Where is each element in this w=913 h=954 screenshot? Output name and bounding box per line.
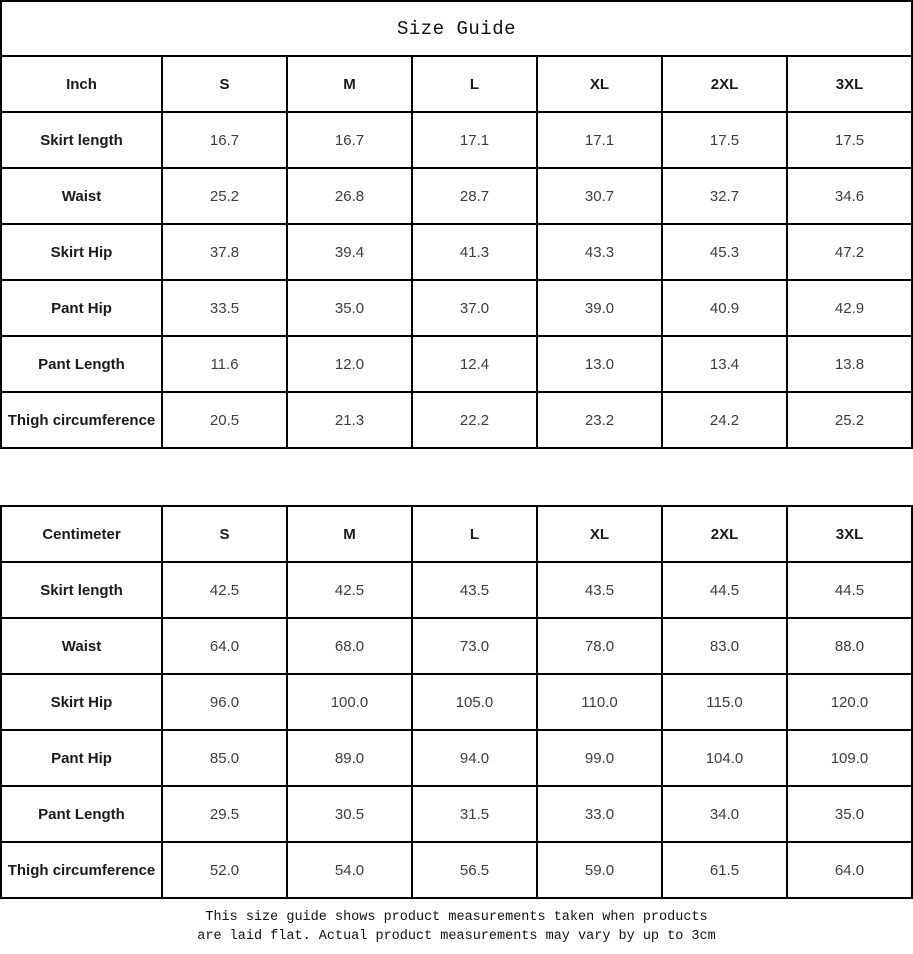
measurement-value-cell: 85.0 xyxy=(162,730,287,786)
size-column-header: XL xyxy=(537,56,662,112)
measurement-value-cell: 30.7 xyxy=(537,168,662,224)
measurement-value-cell: 45.3 xyxy=(662,224,787,280)
measurement-value-cell: 40.9 xyxy=(662,280,787,336)
page-title: Size Guide xyxy=(0,0,913,57)
measurement-label-cell: Skirt length xyxy=(1,562,162,618)
table-gap xyxy=(0,449,913,505)
table-row xyxy=(1,280,912,336)
measurement-value-cell: 43.5 xyxy=(537,562,662,618)
measurement-value-cell: 43.5 xyxy=(412,562,537,618)
measurement-value-cell: 28.7 xyxy=(412,168,537,224)
measurement-label-cell: Waist xyxy=(1,168,162,224)
measurement-value-cell: 24.2 xyxy=(662,392,787,448)
measurement-value-cell: 96.0 xyxy=(162,674,287,730)
measurement-value-cell: 35.0 xyxy=(287,280,412,336)
size-column-header: S xyxy=(162,56,287,112)
size-column-header: 3XL xyxy=(787,56,912,112)
measurement-value-cell: 64.0 xyxy=(162,618,287,674)
measurement-value-cell: 13.8 xyxy=(787,336,912,392)
table-row xyxy=(1,392,912,448)
measurement-value-cell: 42.9 xyxy=(787,280,912,336)
measurement-value-cell: 105.0 xyxy=(412,674,537,730)
measurement-value-cell: 34.6 xyxy=(787,168,912,224)
size-column-header: 2XL xyxy=(662,56,787,112)
measurement-label-cell: Pant Length xyxy=(1,786,162,842)
measurement-value-cell: 17.1 xyxy=(537,112,662,168)
size-column-header: L xyxy=(412,506,537,562)
measurement-value-cell: 16.7 xyxy=(287,112,412,168)
size-column-header: XL xyxy=(537,506,662,562)
measurement-value-cell: 13.4 xyxy=(662,336,787,392)
unit-header-cell: Inch xyxy=(1,56,162,112)
measurement-value-cell: 115.0 xyxy=(662,674,787,730)
measurement-value-cell: 120.0 xyxy=(787,674,912,730)
measurement-value-cell: 64.0 xyxy=(787,842,912,898)
measurement-label-cell: Waist xyxy=(1,618,162,674)
measurement-value-cell: 59.0 xyxy=(537,842,662,898)
table-row xyxy=(1,786,912,842)
size-column-header: 3XL xyxy=(787,506,912,562)
table-row xyxy=(1,562,912,618)
size-column-header: S xyxy=(162,506,287,562)
measurement-value-cell: 88.0 xyxy=(787,618,912,674)
measurement-value-cell: 56.5 xyxy=(412,842,537,898)
table-row xyxy=(1,336,912,392)
measurement-label-cell: Thigh circumference xyxy=(1,392,162,448)
measurement-value-cell: 41.3 xyxy=(412,224,537,280)
measurement-value-cell: 33.0 xyxy=(537,786,662,842)
measurement-value-cell: 31.5 xyxy=(412,786,537,842)
measurement-value-cell: 42.5 xyxy=(287,562,412,618)
measurement-label-cell: Skirt Hip xyxy=(1,224,162,280)
measurement-value-cell: 52.0 xyxy=(162,842,287,898)
measurement-value-cell: 17.5 xyxy=(787,112,912,168)
measurement-value-cell: 94.0 xyxy=(412,730,537,786)
measurement-value-cell: 83.0 xyxy=(662,618,787,674)
measurement-value-cell: 78.0 xyxy=(537,618,662,674)
table-row xyxy=(1,842,912,898)
measurement-value-cell: 26.8 xyxy=(287,168,412,224)
measurement-value-cell: 68.0 xyxy=(287,618,412,674)
measurement-value-cell: 104.0 xyxy=(662,730,787,786)
measurement-value-cell: 16.7 xyxy=(162,112,287,168)
measurement-value-cell: 23.2 xyxy=(537,392,662,448)
measurement-value-cell: 25.2 xyxy=(162,168,287,224)
measurement-value-cell: 35.0 xyxy=(787,786,912,842)
size-column-header: M xyxy=(287,56,412,112)
table-row xyxy=(1,168,912,224)
measurement-value-cell: 17.1 xyxy=(412,112,537,168)
measurement-value-cell: 44.5 xyxy=(787,562,912,618)
measurement-value-cell: 47.2 xyxy=(787,224,912,280)
size-column-header: M xyxy=(287,506,412,562)
measurement-value-cell: 99.0 xyxy=(537,730,662,786)
measurement-value-cell: 20.5 xyxy=(162,392,287,448)
measurement-value-cell: 39.0 xyxy=(537,280,662,336)
table-row xyxy=(1,224,912,280)
measurement-label-cell: Skirt length xyxy=(1,112,162,168)
measurement-value-cell: 42.5 xyxy=(162,562,287,618)
measurement-value-cell: 61.5 xyxy=(662,842,787,898)
unit-header-cell: Centimeter xyxy=(1,506,162,562)
measurement-value-cell: 43.3 xyxy=(537,224,662,280)
measurement-value-cell: 44.5 xyxy=(662,562,787,618)
measurement-label-cell: Pant Hip xyxy=(1,730,162,786)
measurement-value-cell: 73.0 xyxy=(412,618,537,674)
table-row xyxy=(1,112,912,168)
table-header-row xyxy=(1,56,912,112)
measurement-value-cell: 39.4 xyxy=(287,224,412,280)
measurement-value-cell: 32.7 xyxy=(662,168,787,224)
centimeter-table xyxy=(0,505,913,899)
measurement-value-cell: 54.0 xyxy=(287,842,412,898)
measurement-label-cell: Pant Hip xyxy=(1,280,162,336)
table-row xyxy=(1,674,912,730)
measurement-value-cell: 37.0 xyxy=(412,280,537,336)
table-row xyxy=(1,730,912,786)
inch-table xyxy=(0,55,913,449)
measurement-label-cell: Thigh circumference xyxy=(1,842,162,898)
measurement-value-cell: 12.4 xyxy=(412,336,537,392)
measurement-label-cell: Skirt Hip xyxy=(1,674,162,730)
measurement-value-cell: 37.8 xyxy=(162,224,287,280)
measurement-value-cell: 100.0 xyxy=(287,674,412,730)
measurement-value-cell: 17.5 xyxy=(662,112,787,168)
table-row xyxy=(1,618,912,674)
measurement-value-cell: 29.5 xyxy=(162,786,287,842)
measurement-label-cell: Pant Length xyxy=(1,336,162,392)
footer-note-line: This size guide shows product measurements taken when products xyxy=(205,909,708,925)
size-column-header: L xyxy=(412,56,537,112)
measurement-value-cell: 13.0 xyxy=(537,336,662,392)
measurement-value-cell: 110.0 xyxy=(537,674,662,730)
measurement-value-cell: 11.6 xyxy=(162,336,287,392)
measurement-value-cell: 30.5 xyxy=(287,786,412,842)
measurement-value-cell: 34.0 xyxy=(662,786,787,842)
footer-note-line: are laid flat. Actual product measurements may vary by up to 3cm xyxy=(197,928,716,944)
measurement-value-cell: 25.2 xyxy=(787,392,912,448)
measurement-value-cell: 89.0 xyxy=(287,730,412,786)
size-column-header: 2XL xyxy=(662,506,787,562)
measurement-value-cell: 21.3 xyxy=(287,392,412,448)
footer-note xyxy=(0,899,913,954)
measurement-value-cell: 22.2 xyxy=(412,392,537,448)
measurement-value-cell: 33.5 xyxy=(162,280,287,336)
measurement-value-cell: 109.0 xyxy=(787,730,912,786)
measurement-value-cell: 12.0 xyxy=(287,336,412,392)
table-header-row xyxy=(1,506,912,562)
